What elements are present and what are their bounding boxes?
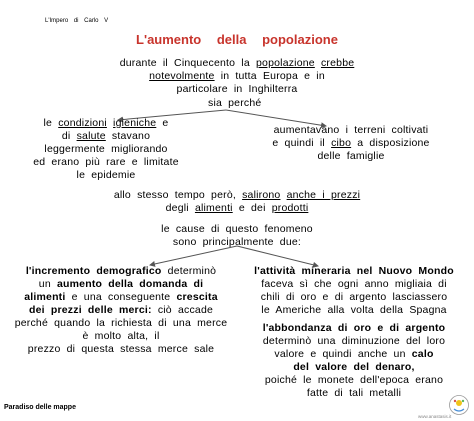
cause-one-line-6: è molto alta, il [82,330,160,342]
cause-one-line-5: perché quando la richiesta di una merce [14,317,228,329]
cause-left-line-2: di salute stavano [61,130,151,142]
cause-left-line-3: leggermente migliorando [44,143,168,155]
arrow-cause-two [237,246,318,266]
cause-two-line-9: poiché le monete dell'epoca erano [264,374,444,386]
cause-two-line-6: determinò una diminuzione del loro [262,335,446,347]
cause-two-line-5: l'abbondanza di oro e di argento [262,322,446,334]
cause-one-line-3: alimenti e una conseguente crescita [24,291,218,303]
causes-intro-line-1: le cause di questo fenomeno [161,223,313,235]
cause-two-text [240,265,468,400]
cause-left-line-5: le epidemie [76,169,136,181]
cause-two-line-8: del valore del denaro, [293,361,415,373]
intro-line-1: durante il Cinquecento la popolazione crebbe [119,57,355,69]
intro-line-2: notevolmente in tutta Europa e in [149,70,325,82]
cause-two-line-3: chili di oro e di argento lasciassero [260,291,448,303]
cause-two-line-1: l'attività mineraria nel Nuovo Mondo [254,265,454,277]
cause-one-line-7: prezzo di questa stessa merce sale [27,343,215,355]
cause-two-line-10: fatte di tali metalli [306,387,402,399]
cause-right-text [248,124,454,163]
page-title: L'aumento della popolazione [136,32,338,47]
cause-left-line-1: le condizioni igieniche e [43,117,169,129]
cause-right-line-3: delle famiglie [317,150,385,162]
sia-perche-label: sia perché [208,97,262,109]
cause-two-line-2: faceva sì che ogni anno migliaia di [261,278,447,290]
cause-one-text [8,265,234,356]
cause-one-line-2: un aumento della domanda di [38,278,204,290]
footer-website-label: www.anastasis.it [418,414,452,419]
price-rise-line-2: degli alimenti e dei prodotti [165,202,309,214]
cause-left-line-4: ed erano più rare e limitate [33,156,179,168]
causes-intro-text [130,223,344,249]
cause-one-line-4: dei prezzi delle merci: ciò accade [28,304,214,316]
cause-left-text [22,117,190,182]
cause-right-line-1: aumentavano i terreni coltivati [273,124,429,136]
header-label: L'Impero di Carlo V [45,18,109,24]
cause-two-line-7: valore e quindi anche un calo [274,348,434,360]
footer-left-label: Paradiso delle mappe [4,404,76,411]
cause-one-line-1: l'incremento demografico determinò [25,265,217,277]
price-rise-text [100,189,374,215]
cause-two-line-4: le Americhe alla volta della Spagna [261,304,447,316]
causes-intro-line-2: sono principalmente due: [172,236,302,248]
anastasis-logo-icon [448,394,470,416]
price-rise-line-1: allo stesso tempo però, salirono anche i prezzi [113,189,361,201]
cause-right-line-2: e quindi il cibo a disposizione [272,137,430,149]
intro-line-3: particolare in Inghilterra [176,83,298,95]
